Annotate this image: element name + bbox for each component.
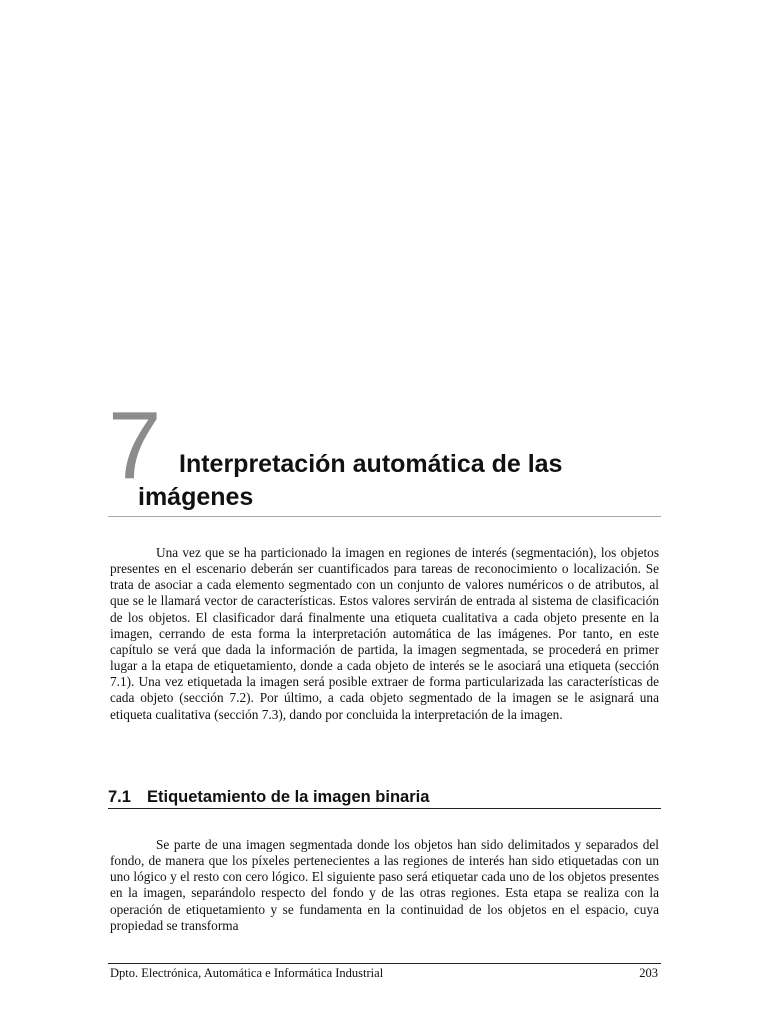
chapter-header xyxy=(108,392,661,517)
section-number: 7.1 xyxy=(108,788,131,806)
page-number: 203 xyxy=(639,966,658,980)
footer-department: Dpto. Electrónica, Automática e Informática Industrial xyxy=(110,966,384,980)
intro-paragraph-text: Una vez que se ha particionado la imagen en regiones de interés (segmentación), los objetos presentes en el escenario deberán ser cuantificados para tareas de reconocimiento o localización. Se trata de asociar a cada elemento segmentado con un conjunto de valores numéricos o de atributos, al que se le llamará vector de características. Estos valores servirán de entrada al sistema de clasificación de los objetos. El clasificador dará finalmente una etiqueta cualitativa a cada objeto presente en la imagen, cerrando de esta forma la interpretación automática de las imágenes. Por tanto, en este capítulo se verá que dada la información de partida, la imagen segmentada, se procederá en primer lugar a la etapa de etiquetamiento, donde a cada objeto de interés se le asociará una etiqueta (sección 7.1). Una vez etiquetada la imagen será posible extraer de forma particularizada las características de cada objeto (sección 7.2). Por último, a cada objeto segmentado de la imagen se le asignará una etiqueta cualitativa (sección 7.3), dando por concluida la interpretación de la imagen. xyxy=(110,545,659,722)
chapter-number: 7 xyxy=(108,392,160,499)
section-heading xyxy=(108,786,661,809)
chapter-title: Interpretación automática de las imágenes xyxy=(138,450,563,511)
section-title: Etiquetamiento de la imagen binaria xyxy=(147,788,430,806)
section-paragraph xyxy=(110,837,659,934)
footer-rule xyxy=(108,963,661,964)
section-paragraph-text: Se parte de una imagen segmentada donde los objetos han sido delimitados y separados del fondo, de manera que los píxeles pertenecientes a las regiones de interés han sido etiquetadas con un uno lógico y el resto con cero lógico. El siguiente paso será etiquetar cada uno de los objetos presentes en la imagen, separándolo respecto del fondo y de las otras regiones. Esta etapa se realiza con la operación de etiquetamiento y se fundamenta en la continuidad de los objetos en el espacio, cuya propiedad se transforma xyxy=(110,837,659,933)
intro-paragraph xyxy=(110,545,659,723)
